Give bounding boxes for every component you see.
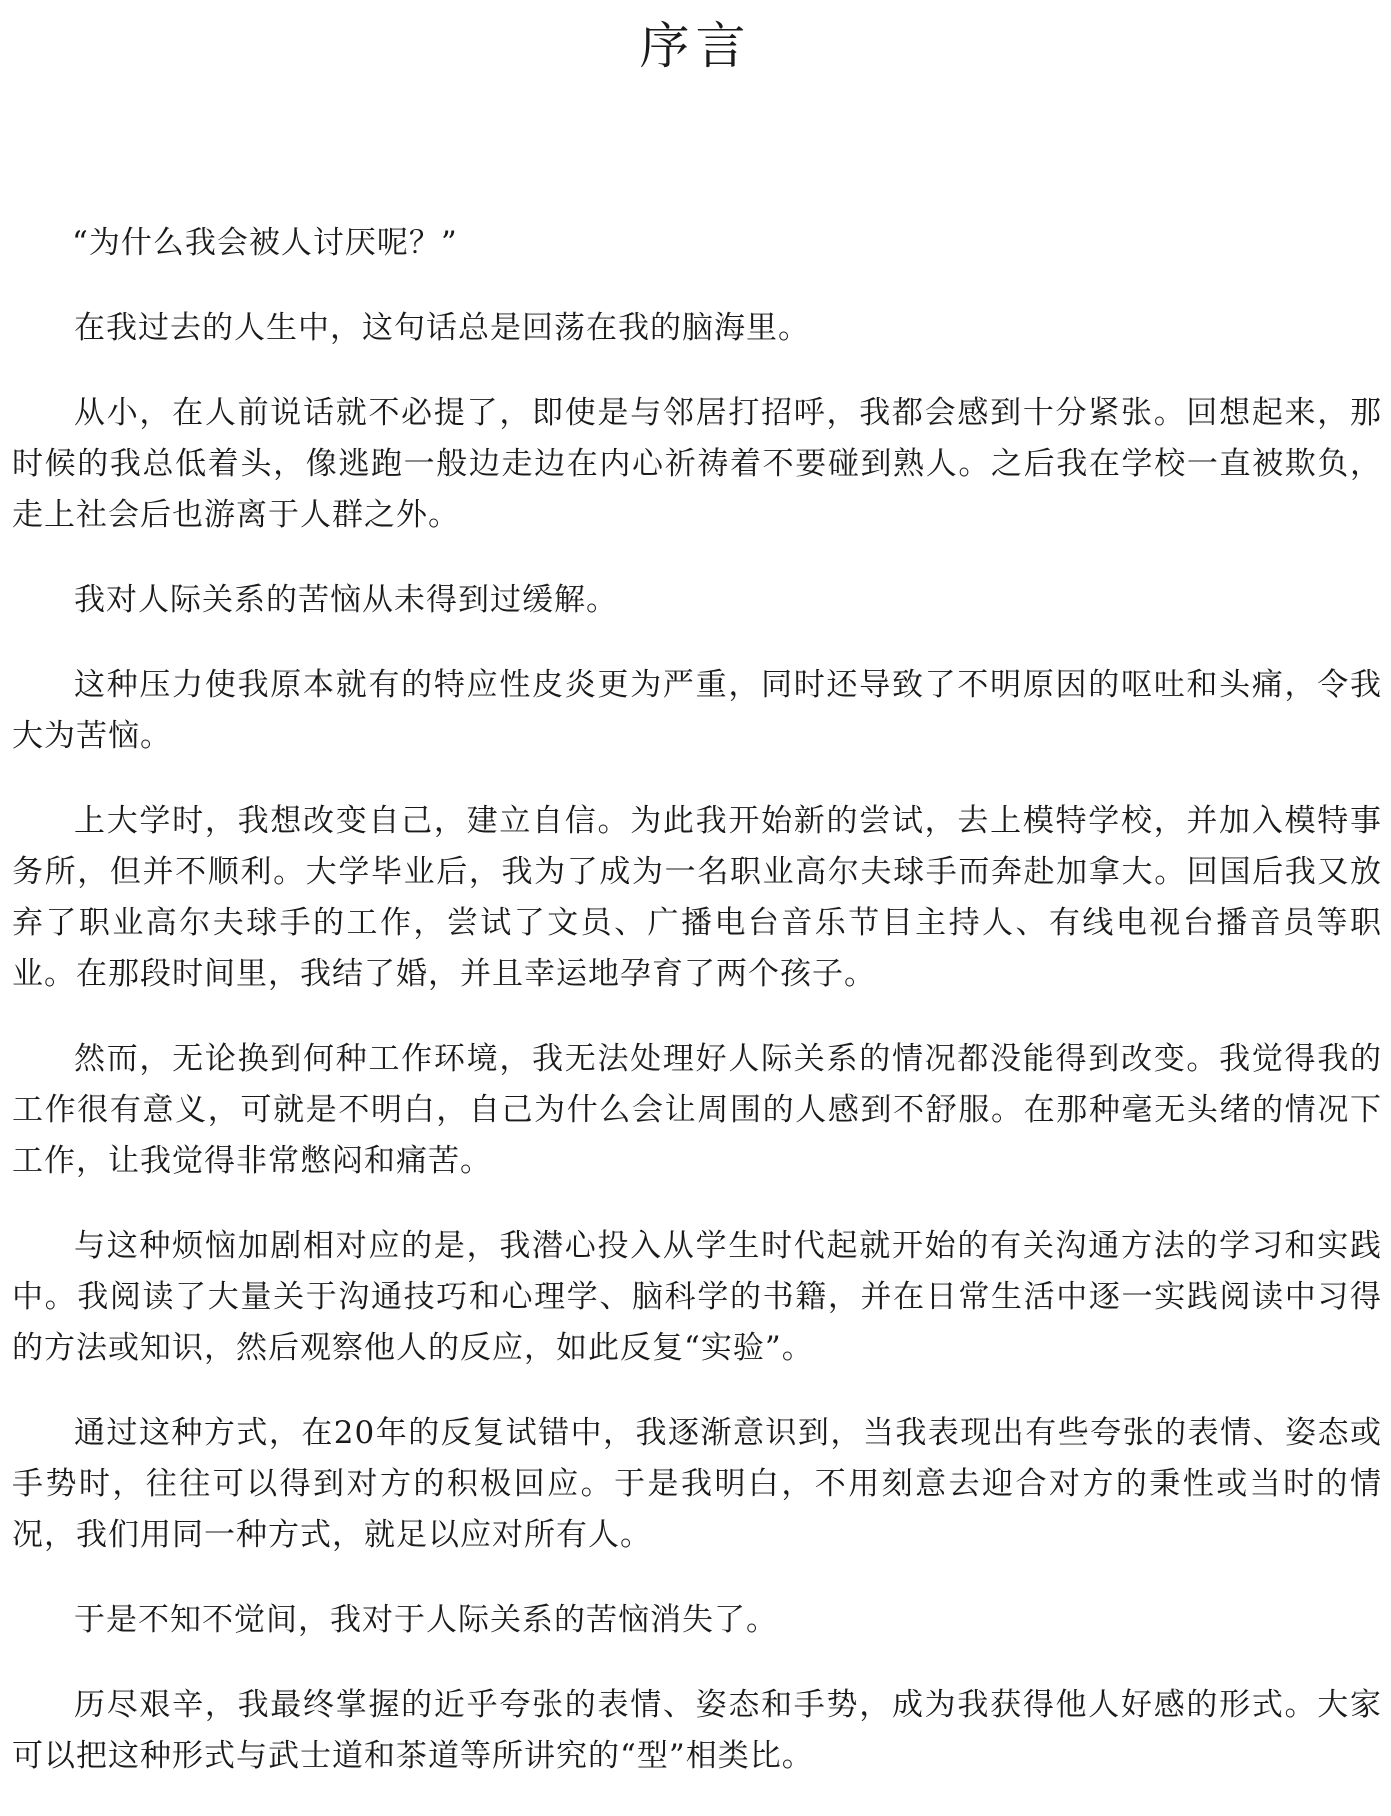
page-title: 序言	[639, 17, 752, 75]
paragraph-7: 然而，无论换到何种工作环境，我无法处理好人际关系的情况都没能得到改变。我觉得我的工作很有意义，可就是不明白，自己为什么会让周围的人感到不舒服。在那种毫无头绪的情况下工作，让我觉得非常憋闷和痛苦。	[12, 1041, 1382, 1179]
paragraph-1: “为什么我会被人讨厌呢？”	[72, 225, 458, 261]
paragraph-4: 我对人际关系的苦恼从未得到过缓解。	[74, 582, 618, 618]
paragraph-6: 上大学时，我想改变自己，建立自信。为此我开始新的尝试，去上模特学校，并加入模特事务所，但并不顺利。大学毕业后，我为了成为一名职业高尔夫球手而奔赴加拿大。回国后我又放弃了职业高尔夫球手的工作，尝试了文员、广播电台音乐节目主持人、有线电视台播音员等职业。在那段时间里，我结了婚，并且幸运地孕育了两个孩子。	[12, 803, 1382, 992]
paragraph-9: 通过这种方式，在20年的反复试错中，我逐渐意识到，当我表现出有些夸张的表情、姿态或手势时，往往可以得到对方的积极回应。于是我明白，不用刻意去迎合对方的秉性或当时的情况，我们用同一种方式，就足以应对所有人。	[12, 1415, 1382, 1553]
paragraph-10: 于是不知不觉间，我对于人际关系的苦恼消失了。	[74, 1602, 778, 1638]
paragraph-5: 这种压力使我原本就有的特应性皮炎更为严重，同时还导致了不明原因的呕吐和头痛，令我大为苦恼。	[12, 667, 1382, 754]
paragraph-2: 在我过去的人生中，这句话总是回荡在我的脑海里。	[74, 310, 810, 346]
body-text	[12, 218, 1382, 1816]
paragraph-8: 与这种烦恼加剧相对应的是，我潜心投入从学生时代起就开始的有关沟通方法的学习和实践中。我阅读了大量关于沟通技巧和心理学、脑科学的书籍，并在日常生活中逐一实践阅读中习得的方法或知识，然后观察他人的反应，如此反复“实验”。	[12, 1228, 1382, 1366]
paragraph-3: 从小，在人前说话就不必提了，即使是与邻居打招呼，我都会感到十分紧张。回想起来，那时候的我总低着头，像逃跑一般边走边在内心祈祷着不要碰到熟人。之后我在学校一直被欺负，走上社会后也游离于人群之外。	[12, 395, 1382, 533]
paragraph-11: 历尽艰辛，我最终掌握的近乎夸张的表情、姿态和手势，成为我获得他人好感的形式。大家可以把这种形式与武士道和茶道等所讲究的“型”相类比。	[12, 1687, 1382, 1774]
